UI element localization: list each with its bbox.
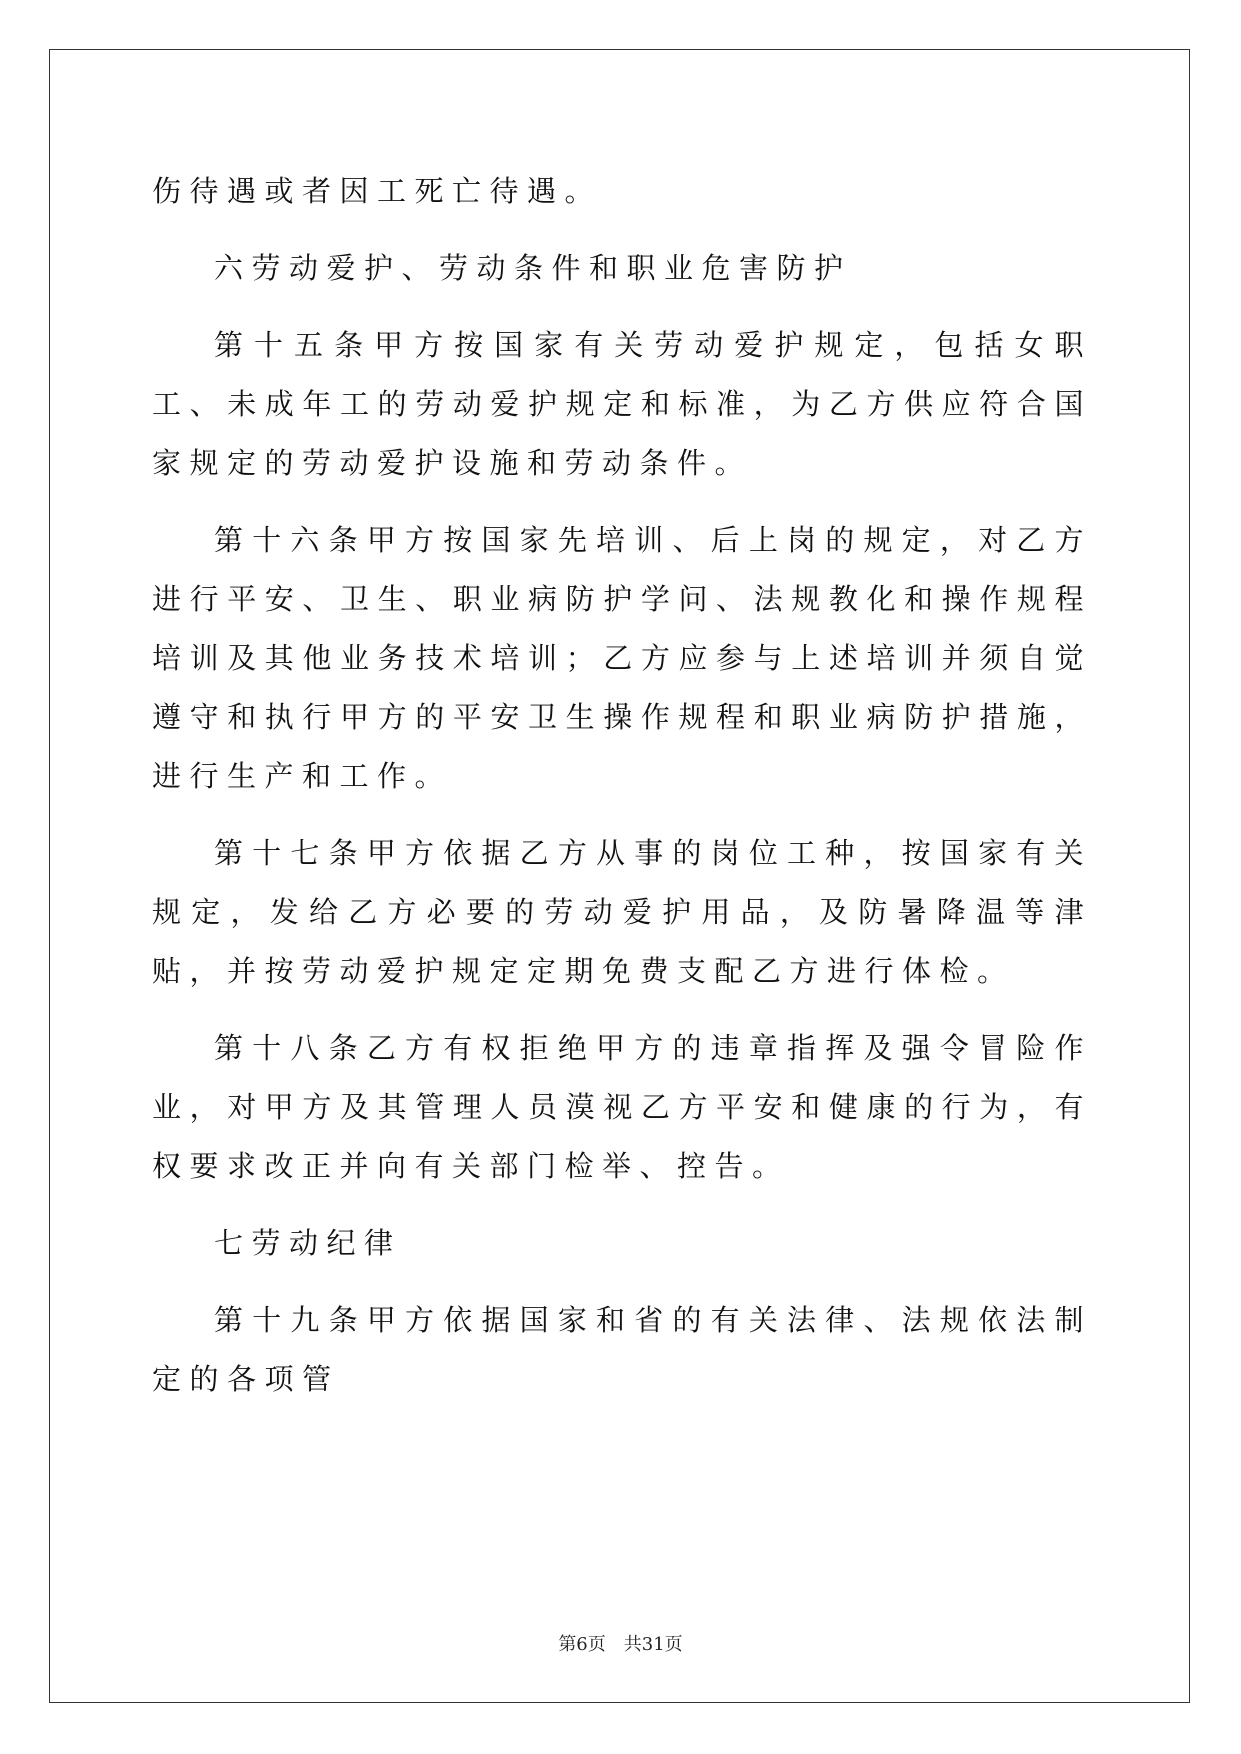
paragraph-article-16: 第十六条甲方按国家先培训、后上岗的规定，对乙方进行平安、卫生、职业病防护学问、法规教化和操作规程培训及其他业务技术培训；乙方应参与上述培训并须自觉遵守和执行甲方的平安卫生操作规程和职业病防护措施，进行生产和工作。 [152,523,1092,793]
section-heading-labor-discipline: 七劳动纪律 [214,1226,402,1260]
paragraph-article-18: 第十八条乙方有权拒绝甲方的违章指挥及强令冒险作业，对甲方及其管理人员漠视乙方平安和健康的行为，有权要求改正并向有关部门检举、控告。 [152,1031,1092,1183]
paragraph-continuation: 伤待遇或者因工死亡待遇。 [152,174,603,208]
total-pages: 共31页 [623,1634,683,1655]
page-number: 第6页 [558,1634,606,1655]
page-footer [0,1630,1241,1656]
section-heading-labor-protection: 六劳动爱护、劳动条件和职业危害防护 [214,251,852,285]
document-body [152,162,1092,1409]
paragraph-article-17: 第十七条甲方依据乙方从事的岗位工种，按国家有关规定，发给乙方必要的劳动爱护用品，及防暑降温等津贴，并按劳动爱护规定定期免费支配乙方进行体检。 [152,836,1092,988]
paragraph-article-15: 第十五条甲方按国家有关劳动爱护规定，包括女职工、未成年工的劳动爱护规定和标准，为乙方供应符合国家规定的劳动爱护设施和劳动条件。 [152,328,1092,480]
paragraph-article-19: 第十九条甲方依据国家和省的有关法律、法规依法制定的各项管 [152,1303,1092,1396]
